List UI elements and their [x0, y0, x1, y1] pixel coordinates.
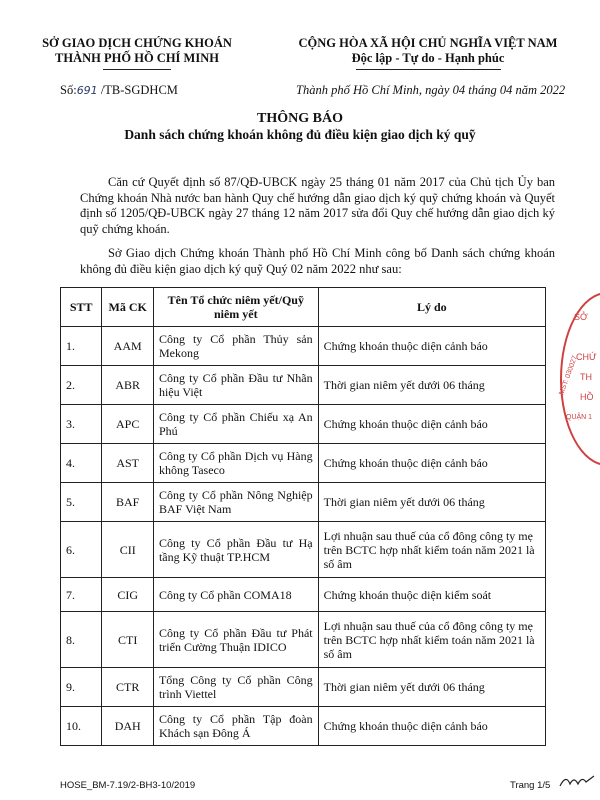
cell-ten: Công ty Cổ phần Dịch vụ Hàng không Taseco — [153, 444, 318, 483]
national-header — [278, 36, 578, 66]
cell-stt: 2. — [61, 366, 102, 405]
table-row — [61, 522, 546, 578]
cell-ly-do: Chứng khoán thuộc diện cảnh báo — [318, 707, 545, 746]
header-stt: STT — [61, 288, 102, 327]
form-code: HOSE_BM-7.19/2-BH3-10/2019 — [60, 780, 196, 791]
table-row — [61, 366, 546, 405]
paragraph-legal-basis: Căn cứ Quyết định số 87/QĐ-UBCK ngày 25 tháng 01 năm 2017 của Chủ tịch Ủy ban Chứng khoán Nhà nước ban hành Quy chế hướng dẫn giao dịch ký quỹ chứng khoán và Quyết định số 1205/QĐ-UBCK ngày 27 tháng 12 năm 2017 sửa đổi Quy chế hướng dẫn giao dịch ký quỹ chứng khoán. — [80, 175, 555, 236]
cell-ly-do: Chứng khoán thuộc diện cảnh báo — [318, 327, 545, 366]
document-title: THÔNG BÁO — [257, 111, 343, 126]
table-header-row — [61, 288, 546, 327]
motto-underline — [356, 69, 501, 70]
cell-ten: Công ty Cổ phần Đầu tư Nhãn hiệu Việt — [153, 366, 318, 405]
cell-stt: 9. — [61, 668, 102, 707]
paragraph-announcement: Sở Giao dịch Chứng khoán Thành phố Hồ Chí Minh công bố Danh sách chứng khoán không đủ điều kiện giao dịch ký quỹ Quý 02 năm 2022 như sau: — [80, 246, 555, 276]
cell-stt: 6. — [61, 522, 102, 578]
cell-ten: Công ty Cổ phần Tập đoàn Khách sạn Đông Á — [153, 707, 318, 746]
cell-ly-do: Chứng khoán thuộc diện cảnh báo — [318, 405, 545, 444]
header-ly-do: Lý do — [318, 288, 545, 327]
table-row — [61, 405, 546, 444]
cell-ten: Công ty Cổ phần Chiếu xạ An Phú — [153, 405, 318, 444]
cell-ma: ABR — [102, 366, 154, 405]
cell-ma: CTI — [102, 612, 154, 668]
table-row — [61, 612, 546, 668]
cell-stt: 10. — [61, 707, 102, 746]
cell-ma: CTR — [102, 668, 154, 707]
cell-ly-do: Chứng khoán thuộc diện kiểm soát — [318, 578, 545, 612]
org-underline — [103, 69, 171, 70]
cell-ly-do: Chứng khoán thuộc diện cảnh báo — [318, 444, 545, 483]
table-row — [61, 327, 546, 366]
securities-table — [60, 287, 546, 746]
cell-ma: CIG — [102, 578, 154, 612]
cell-stt: 8. — [61, 612, 102, 668]
org-name-line1: SỞ GIAO DỊCH CHỨNG KHOÁN — [42, 36, 232, 50]
table-row — [61, 668, 546, 707]
issuing-organization — [22, 36, 252, 66]
header-ma-ck: Mã CK — [102, 288, 154, 327]
header-ten: Tên Tổ chức niêm yết/Quỹ niêm yết — [153, 288, 318, 327]
table-row — [61, 578, 546, 612]
cell-ten: Công ty Cổ phần Thủy sản Mekong — [153, 327, 318, 366]
table-row — [61, 444, 546, 483]
cell-ma: AAM — [102, 327, 154, 366]
cell-ma: AST — [102, 444, 154, 483]
cell-stt: 3. — [61, 405, 102, 444]
nation-motto: Độc lập - Tự do - Hạnh phúc — [351, 51, 505, 65]
cell-ly-do: Thời gian niêm yết dưới 06 tháng — [318, 668, 545, 707]
initials-signature — [558, 770, 598, 790]
cell-ma: DAH — [102, 707, 154, 746]
date-location: Thành phố Hồ Chí Minh, ngày 04 tháng 04 năm 2022 — [296, 83, 566, 97]
cell-ly-do: Lợi nhuận sau thuế của cổ đông công ty mẹ trên BCTC hợp nhất kiểm toán năm 2021 là số âm — [318, 522, 545, 578]
document-subtitle: Danh sách chứng khoán không đủ điều kiện giao dịch ký quỹ — [124, 127, 476, 142]
handwritten-number: 691 — [76, 84, 98, 97]
official-seal: SỞ CHỨ TH HỒ QUẬN 1 MST: 030027 — [560, 292, 600, 466]
nation-name: CỘNG HÒA XÃ HỘI CHỦ NGHĨA VIỆT NAM — [298, 36, 558, 50]
cell-ten: Công ty Cổ phần Đầu tư Hạ tầng Kỹ thuật TP.HCM — [153, 522, 318, 578]
document-number: Số:691 /TB-SGDHCM — [60, 83, 178, 97]
cell-ten: Tổng Công ty Cổ phần Công trình Viettel — [153, 668, 318, 707]
cell-stt: 4. — [61, 444, 102, 483]
cell-ly-do: Thời gian niêm yết dưới 06 tháng — [318, 483, 545, 522]
cell-stt: 7. — [61, 578, 102, 612]
cell-ma: BAF — [102, 483, 154, 522]
cell-ly-do: Thời gian niêm yết dưới 06 tháng — [318, 366, 545, 405]
cell-ten: Công ty Cổ phần Đầu tư Phát triển Cường Thuận IDICO — [153, 612, 318, 668]
cell-ten: Công ty Cổ phần COMA18 — [153, 578, 318, 612]
org-name-line2: THÀNH PHỐ HỒ CHÍ MINH — [55, 51, 219, 65]
cell-ly-do: Lợi nhuận sau thuế của cổ đông công ty mẹ trên BCTC hợp nhất kiểm toán năm 2021 là số âm — [318, 612, 545, 668]
cell-ma: CII — [102, 522, 154, 578]
page-number: Trang 1/5 — [510, 780, 551, 791]
cell-ma: APC — [102, 405, 154, 444]
table-row — [61, 707, 546, 746]
table-row — [61, 483, 546, 522]
cell-ten: Công ty Cổ phần Nông Nghiệp BAF Việt Nam — [153, 483, 318, 522]
cell-stt: 5. — [61, 483, 102, 522]
cell-stt: 1. — [61, 327, 102, 366]
